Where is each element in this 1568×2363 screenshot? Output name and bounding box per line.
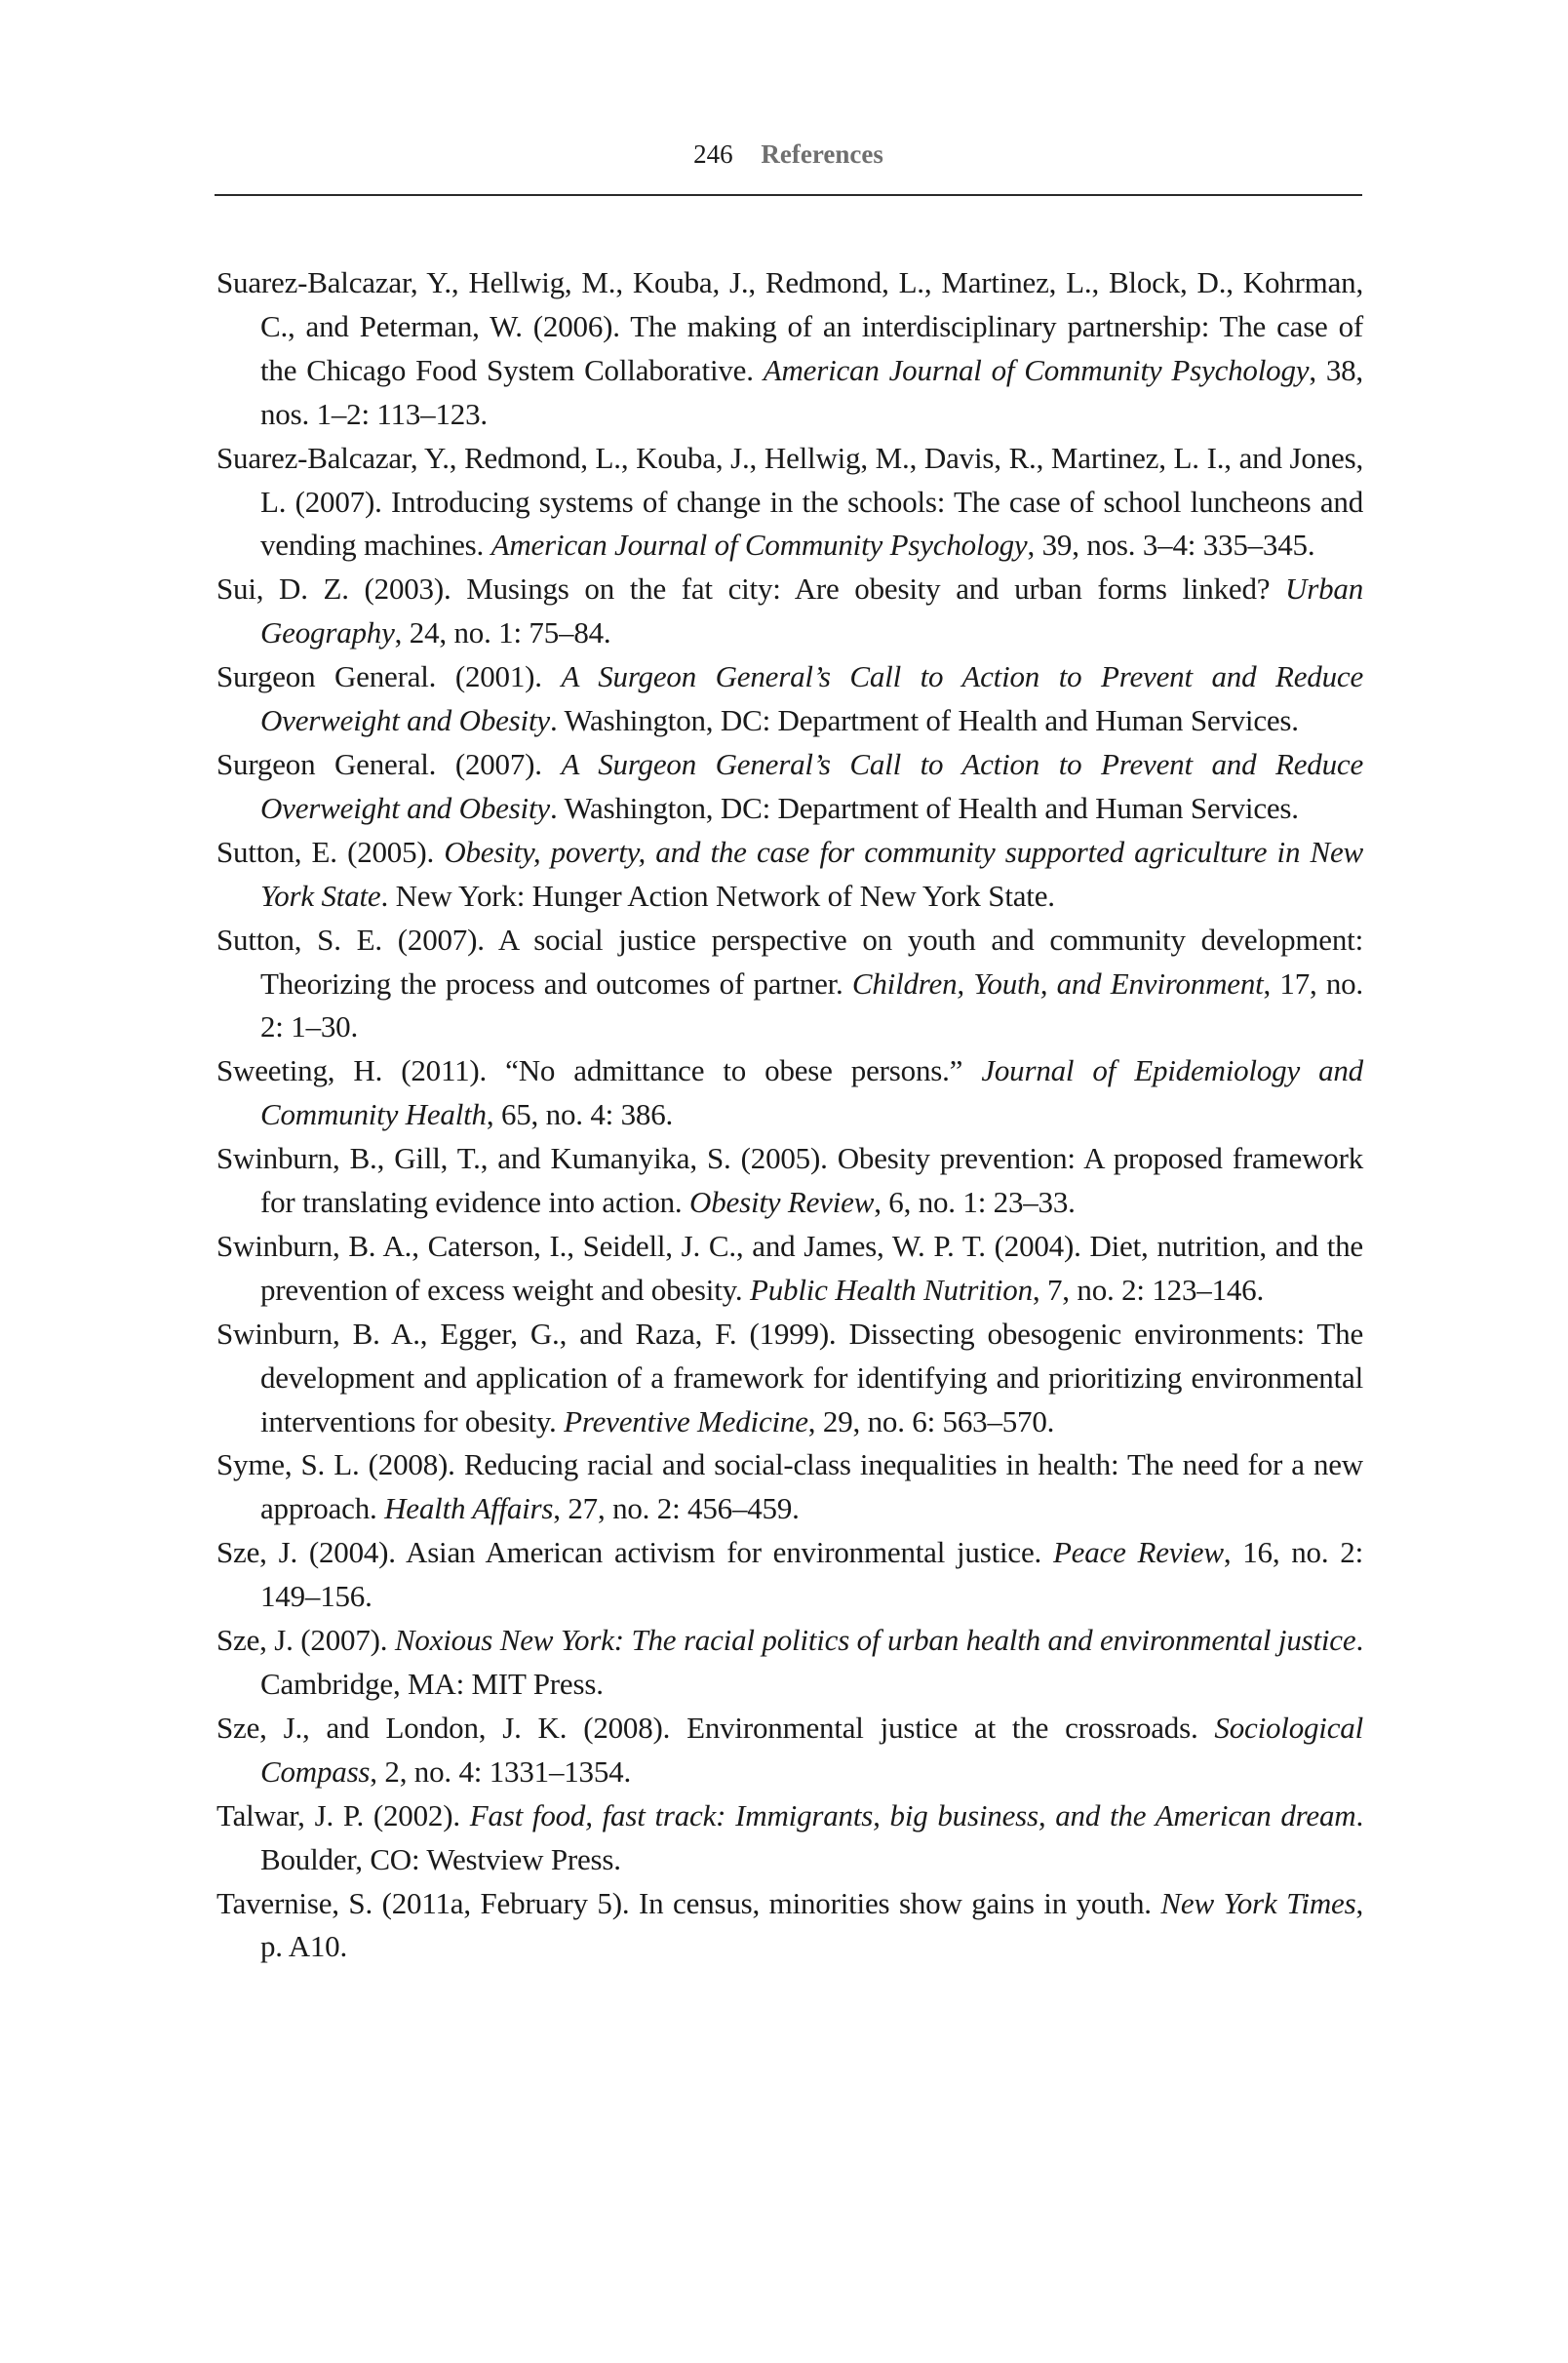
reference-entry: [216, 831, 1363, 919]
reference-text: , p. A10.: [260, 1885, 1363, 1964]
reference-title-italic: Journal of Epidemiology and Community Health: [260, 1053, 1363, 1132]
reference-title-italic: Obesity, poverty, and the case for community supported agriculture in New York State: [260, 834, 1364, 913]
reference-entry: [216, 1794, 1363, 1882]
header-rule: [215, 194, 1362, 196]
reference-title-italic: A Surgeon General’s Call to Action to Prevent and Reduce Overweight and Obesity: [260, 746, 1364, 825]
reference-entry: [216, 743, 1363, 831]
running-head: [215, 135, 1362, 174]
reference-text: Surgeon General. (2007).: [216, 746, 562, 781]
reference-text: , 38, nos. 1–2: 113–123.: [260, 352, 1363, 431]
reference-text: , 2, no. 4: 1331–1354.: [370, 1753, 632, 1789]
reference-text: , 17, no. 2: 1–30.: [260, 965, 1363, 1044]
page-number: 246: [693, 139, 733, 169]
reference-text: Talwar, J. P. (2002).: [216, 1797, 470, 1832]
reference-entry: [216, 261, 1363, 437]
reference-text: . Washington, DC: Department of Health and Human Services.: [549, 790, 1299, 825]
reference-text: Sutton, E. (2005).: [216, 834, 445, 869]
reference-text: . New York: Hunger Action Network of New York State.: [380, 878, 1055, 913]
reference-text: Sze, J. (2004). Asian American activism for environmental justice.: [216, 1535, 1053, 1570]
reference-text: . Boulder, CO: Westview Press.: [260, 1797, 1363, 1876]
reference-text: Suarez-Balcazar, Y., Hellwig, M., Kouba, J., Redmond, L., Martinez, L., Block, D., Kohrman, C., and Peterman, W. (2006). The making of an interdisciplinary partnership: The case of the Chicago Food System Collaborative.: [216, 265, 1363, 387]
reference-text: Tavernise, S. (2011a, February 5). In census, minorities show gains in youth.: [216, 1885, 1161, 1920]
reference-title-italic: American Journal of Community Psychology: [490, 528, 1028, 563]
reference-title-italic: Sociological Compass: [260, 1710, 1363, 1789]
reference-text: , 65, no. 4: 386.: [486, 1097, 674, 1132]
reference-entry: [216, 1313, 1363, 1444]
reference-title-italic: Fast food, fast track: Immigrants, big business, and the American dream: [469, 1797, 1356, 1832]
reference-text: , 29, no. 6: 563–570.: [807, 1403, 1055, 1438]
reference-text: Swinburn, B. A., Caterson, I., Seidell, J. C., and James, W. P. T. (2004). Diet, nutrition, and the prevention of excess weight and obesity.: [216, 1228, 1363, 1307]
reference-entry: [216, 1443, 1363, 1531]
reference-text: , 39, nos. 3–4: 335–345.: [1027, 528, 1315, 563]
reference-text: , 7, no. 2: 123–146.: [1032, 1272, 1265, 1307]
reference-text: Sze, J. (2007).: [216, 1623, 395, 1658]
reference-text: , 16, no. 2: 149–156.: [260, 1535, 1363, 1614]
reference-entry: [216, 655, 1363, 743]
reference-entry: [216, 437, 1363, 569]
reference-title-italic: Public Health Nutrition: [750, 1272, 1033, 1307]
reference-text: Surgeon General. (2001).: [216, 659, 562, 694]
reference-title-italic: Urban Geography: [260, 571, 1363, 650]
reference-title-italic: Health Affairs: [384, 1491, 554, 1526]
reference-text: Syme, S. L. (2008). Reducing racial and social-class inequalities in health: The need for a new approach.: [216, 1447, 1363, 1526]
reference-text: Sui, D. Z. (2003). Musings on the fat city: Are obesity and urban forms linked?: [216, 571, 1286, 607]
reference-text: Sweeting, H. (2011). “No admittance to obese persons.”: [216, 1053, 982, 1088]
reference-text: . Washington, DC: Department of Health and Human Services.: [549, 703, 1299, 738]
reference-title-italic: American Journal of Community Psychology: [763, 352, 1310, 387]
reference-entry: [216, 568, 1363, 655]
reference-entry: [216, 1531, 1363, 1619]
reference-entry: [216, 1137, 1363, 1225]
reference-entry: [216, 1225, 1363, 1313]
reference-list: [216, 261, 1363, 1969]
reference-title-italic: Obesity Review: [689, 1185, 875, 1220]
reference-title-italic: Noxious New York: The racial politics of urban health and environmental justice: [394, 1623, 1356, 1658]
reference-text: , 6, no. 1: 23–33.: [874, 1185, 1076, 1220]
reference-text: , 27, no. 2: 456–459.: [553, 1491, 800, 1526]
reference-text: Sze, J., and London, J. K. (2008). Environmental justice at the crossroads.: [216, 1710, 1215, 1745]
reference-entry: [216, 1882, 1363, 1970]
reference-entry: [216, 1707, 1363, 1794]
reference-entry: [216, 919, 1363, 1050]
reference-title-italic: Peace Review: [1052, 1535, 1224, 1570]
reference-text: Sutton, S. E. (2007). A social justice perspective on youth and community development: Theorizing the process and outcomes of partner.: [216, 922, 1363, 1001]
reference-text: Swinburn, B., Gill, T., and Kumanyika, S. (2005). Obesity prevention: A proposed framework for translating evidence into action.: [216, 1141, 1363, 1220]
reference-text: Swinburn, B. A., Egger, G., and Raza, F. (1999). Dissecting obesogenic environments: The development and application of a framework for identifying and prioritizing environmental interventions for obesity.: [216, 1316, 1363, 1438]
reference-entry: [216, 1619, 1363, 1707]
reference-text: Suarez-Balcazar, Y., Redmond, L., Kouba, J., Hellwig, M., Davis, R., Martinez, L. I., and Jones, L. (2007). Introducing systems of change in the schools: The case of school luncheons and vending machines.: [216, 440, 1363, 563]
section-title: References: [761, 139, 883, 169]
reference-text: . Cambridge, MA: MIT Press.: [260, 1623, 1363, 1701]
reference-title-italic: Children, Youth, and Environment: [851, 965, 1264, 1001]
reference-title-italic: New York Times: [1160, 1885, 1356, 1920]
reference-title-italic: Preventive Medicine: [564, 1403, 808, 1438]
reference-title-italic: A Surgeon General’s Call to Action to Prevent and Reduce Overweight and Obesity: [260, 659, 1364, 738]
reference-entry: [216, 1049, 1363, 1137]
reference-text: , 24, no. 1: 75–84.: [394, 615, 611, 650]
